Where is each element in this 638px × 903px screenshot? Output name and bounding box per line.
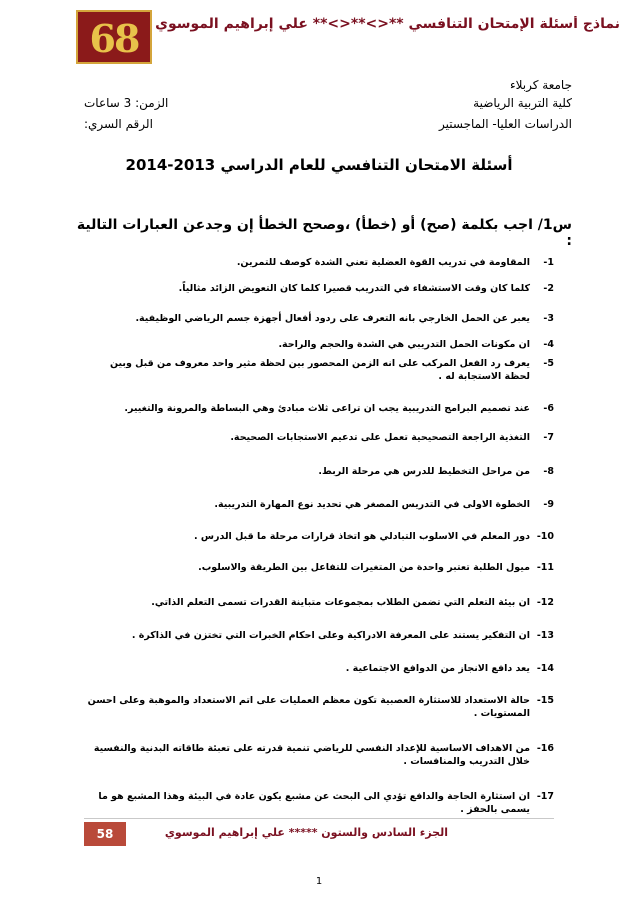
statement-number: 8- <box>543 466 554 477</box>
statement-item <box>84 694 554 720</box>
statement-text: كلما كان وقت الاستشفاء في التدريب قصيرا كلما كان التعويض الزائد مثالياً. <box>178 283 530 294</box>
statements-list <box>84 256 554 816</box>
header-title: نماذج أسئلة الإمتحان التنافسي **<>**<>** علي إبراهيم الموسوي <box>155 16 620 32</box>
statement-text: المقاومة في تدريب القوة العضلية تعني الشدة كوصف للتمرين. <box>236 257 530 268</box>
statement-item <box>84 742 554 768</box>
statement-item <box>84 498 554 511</box>
page-badge: 58 <box>84 822 126 846</box>
statement-text: من مراحل التخطيط للدرس هي مرحلة الربط. <box>318 466 530 477</box>
exam-time: الزمن: 3 ساعات <box>84 96 169 110</box>
college-name: كلية التربية الرياضية <box>473 96 572 110</box>
statement-item <box>84 431 554 444</box>
footer-divider <box>84 818 554 819</box>
statement-item <box>84 662 554 675</box>
statement-number: 14- <box>536 663 554 674</box>
statement-text: ميول الطلبة تعتبر واحدة من المتغيرات للتفاعل بين الطريقة والاسلوب. <box>198 562 530 573</box>
statement-text: التغذية الراجعة التصحيحية تعمل على تدعيم الاستجابات الصحيحة. <box>230 432 530 443</box>
statement-number: 10- <box>536 531 554 542</box>
statement-number: 16- <box>536 743 554 754</box>
statement-number: 11- <box>536 562 554 573</box>
statement-number: 2- <box>543 283 554 294</box>
statement-number: 6- <box>543 403 554 414</box>
statement-number: 12- <box>536 597 554 608</box>
statement-item <box>84 357 554 383</box>
statement-text: ان التفكير يستند على المعرفة الادراكية وعلى احكام الخبرات التي تختزن في الذاكرة . <box>131 630 530 641</box>
statement-item <box>84 338 554 351</box>
statement-item <box>84 596 554 609</box>
statement-text: من الاهداف الاساسية للإعداد النفسي للرياضي تنمية قدرته على تعبئة طاقاته البدنية والنفسية خلال التدريب والمنافسات . <box>93 743 530 767</box>
statement-item <box>84 629 554 642</box>
statement-item <box>84 402 554 415</box>
statement-text: حالة الاستعداد للاستثارة العصبية تكون معظم العمليات على اتم الاستعداد والموهبة وعلى احسن المستويات . <box>87 695 530 719</box>
statement-text: ان استثارة الحاجة والدافع تؤدي الى البحث عن مشبع يكون عادة في البيئة وهذا المشبع هو ما يسمى بالحفز . <box>98 791 530 815</box>
statement-item <box>84 256 554 269</box>
statement-text: ان بيئة التعلم التي تضمن الطلاب بمجموعات متباينة القدرات تسمى التعلم الذاتي. <box>151 597 530 608</box>
studies-name: الدراسات العليا- الماجستير <box>439 117 572 131</box>
statement-item <box>84 530 554 543</box>
statement-number: 13- <box>536 630 554 641</box>
statement-text: دور المعلم في الاسلوب التبادلي هو اتخاذ قرارات مرحلة ما قبل الدرس . <box>193 531 530 542</box>
statement-text: يعبر عن الحمل الخارجي بانه التعرف على ردود أفعال أجهزة جسم الرياضي الوظيفية. <box>135 313 530 324</box>
statement-text: ان مكونات الحمل التدريبي هي الشدة والحجم والراحة. <box>278 339 530 350</box>
statement-text: الخطوة الاولى في التدريس المصغر هي تحديد نوع المهارة التدريبية. <box>214 499 530 510</box>
statement-number: 3- <box>543 313 554 324</box>
statement-number: 7- <box>543 432 554 443</box>
logo-number: 68 <box>89 16 139 61</box>
statement-number: 1- <box>543 257 554 268</box>
statement-number: 17- <box>536 791 554 802</box>
footer-text: الجزء السادس والستون ***** علي إبراهيم الموسوي <box>164 826 448 839</box>
statement-number: 5- <box>543 358 554 369</box>
statement-item <box>84 790 554 816</box>
exam-title: أسئلة الامتحان التنافسي للعام الدراسي 2013-2014 <box>125 156 513 174</box>
statement-number: 15- <box>536 695 554 706</box>
statement-number: 9- <box>543 499 554 510</box>
statement-item <box>84 282 554 295</box>
statement-item <box>84 465 554 478</box>
page-number: 1 <box>315 876 323 887</box>
statement-text: عند تصميم البرامج التدريبية يجب ان تراعى ثلاث مبادئ وهي البساطة والمرونة والتغيير. <box>124 403 530 414</box>
statement-item <box>84 561 554 574</box>
header-bar <box>6 6 632 66</box>
university-name: جامعة كربلاء <box>509 78 572 92</box>
secret-number-label: الرقم السري: <box>84 117 153 131</box>
statement-text: يعد دافع الانجاز من الدوافع الاجتماعية . <box>345 663 530 674</box>
question-heading: س1/ اجب بكلمة (صح) أو (خطأ) ،وصحح الخطأ إن وجدعن العبارات التالية : <box>76 217 572 249</box>
statement-number: 4- <box>543 339 554 350</box>
statement-text: يعرف رد الفعل المركب على انه الزمن المحصور بين لحظة مثير واحد معروف من قبل وبين لحظة الاستجابة له . <box>109 358 530 382</box>
statement-item <box>84 312 554 325</box>
